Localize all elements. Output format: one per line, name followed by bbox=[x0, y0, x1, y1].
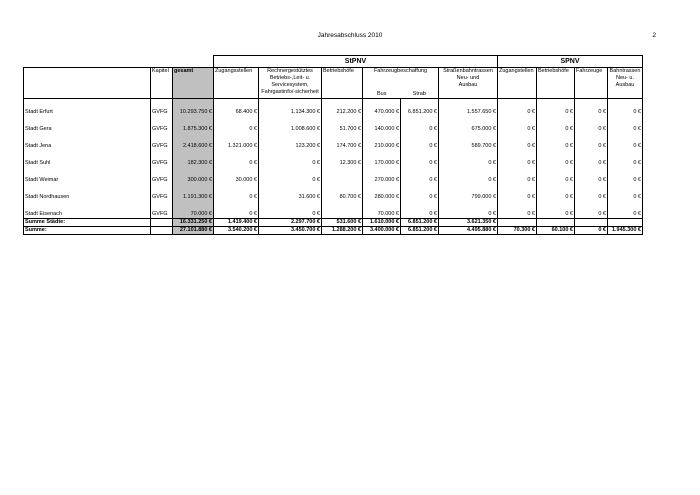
row-spnv-zugang: 0 € bbox=[498, 142, 537, 150]
row-strab: 0 € bbox=[401, 210, 439, 219]
row-rbl: 0 € bbox=[259, 159, 322, 167]
row-spnv-bahntrassen: 0 € bbox=[608, 193, 643, 201]
row-rbl: 0 € bbox=[259, 176, 322, 184]
spacer-cell bbox=[537, 99, 575, 109]
row-strab: 0 € bbox=[401, 125, 439, 133]
spacer-cell bbox=[401, 99, 439, 109]
spnv-col-bahntrassen: Bahntrassen Neu- u. Ausbau bbox=[608, 68, 643, 99]
spacer-cell bbox=[575, 201, 608, 210]
spacer-cell bbox=[151, 167, 173, 176]
table-row bbox=[498, 125, 643, 133]
table-row bbox=[24, 125, 498, 133]
spacer-cell bbox=[322, 116, 363, 125]
row-strab: 0 € bbox=[401, 159, 439, 167]
spacer-cell bbox=[608, 167, 643, 176]
row-bus: 280.000 € bbox=[363, 193, 401, 201]
row-kapitel: GVFG bbox=[151, 176, 173, 184]
spacer-cell bbox=[214, 99, 259, 109]
table-row bbox=[24, 108, 498, 116]
spacer-cell bbox=[24, 201, 151, 210]
row-spnv-betriebshoefe: 0 € bbox=[537, 176, 575, 184]
row-spnv-betriebshoefe: 0 € bbox=[537, 125, 575, 133]
row-spnv-zugang: 0 € bbox=[498, 176, 537, 184]
spnv-table: SPNV Zugangstellen Betriebshöfe Fahrzeuge Bahntrassen Neu- u. Ausbau 0 € 0 € 0 € 0 € 0 € 0 € 0 € 0 € 0 € 0 € 0 € 0 € 0 € 0 € 0 € 0 € 0 € 0 € 0 € 0 € 0 € 0 € 0 € 0 € 0 € 0 € 0 € 0 € 70.300 € 60.100 € 0 € 1.945.300 € bbox=[497, 55, 643, 235]
spacer-cell bbox=[322, 184, 363, 193]
table-row bbox=[498, 159, 643, 167]
row-bus: 270.000 € bbox=[363, 176, 401, 184]
spacer-cell bbox=[608, 133, 643, 142]
spacer-cell bbox=[575, 167, 608, 176]
row-kapitel: GVFG bbox=[151, 125, 173, 133]
spacer-cell bbox=[439, 201, 498, 210]
row-rbl: 1.134.300 € bbox=[259, 108, 322, 116]
spacer-cell bbox=[322, 133, 363, 142]
spacer-cell bbox=[214, 167, 259, 176]
spacer-cell bbox=[575, 99, 608, 109]
row-name: Stadt Suhl bbox=[24, 159, 151, 167]
table-row bbox=[24, 159, 498, 167]
spacer-cell bbox=[173, 201, 214, 210]
row-spnv-fahrzeuge: 0 € bbox=[575, 176, 608, 184]
row-strab: 0 € bbox=[401, 193, 439, 201]
row-kapitel: GVFG bbox=[151, 108, 173, 116]
spacer-cell bbox=[401, 150, 439, 159]
row-name: Stadt Gera bbox=[24, 125, 151, 133]
row-gesamt: 10.293.750 € bbox=[173, 108, 214, 116]
col-fahrzeugbeschaffung: Fahrzeugbeschaffung bbox=[363, 68, 439, 77]
row-betriebshoefe: 80.700 € bbox=[322, 193, 363, 201]
spacer-cell bbox=[498, 150, 537, 159]
row-spnv-zugang: 0 € bbox=[498, 125, 537, 133]
spacer-cell bbox=[214, 150, 259, 159]
spacer-cell bbox=[575, 133, 608, 142]
spacer-cell bbox=[151, 116, 173, 125]
spacer-cell bbox=[259, 99, 322, 109]
summe-label: Summe: bbox=[24, 227, 151, 235]
row-gesamt: 182.300 € bbox=[173, 159, 214, 167]
row-rbl: 123.200 € bbox=[259, 142, 322, 150]
row-spnv-bahntrassen: 0 € bbox=[608, 108, 643, 116]
spacer-cell bbox=[259, 167, 322, 176]
spacer-cell bbox=[24, 133, 151, 142]
row-spnv-fahrzeuge: 0 € bbox=[575, 210, 608, 219]
row-kapitel: GVFG bbox=[151, 142, 173, 150]
spacer-cell bbox=[498, 167, 537, 176]
row-rbl: 0 € bbox=[259, 210, 322, 219]
row-zugang: 0 € bbox=[214, 193, 259, 201]
row-spnv-fahrzeuge: 0 € bbox=[575, 159, 608, 167]
row-name: Stadt Nordhausen bbox=[24, 193, 151, 201]
spacer-cell bbox=[322, 150, 363, 159]
row-zugang: 1.321.000 € bbox=[214, 142, 259, 150]
row-spnv-fahrzeuge: 0 € bbox=[575, 142, 608, 150]
row-spnv-betriebshoefe: 0 € bbox=[537, 159, 575, 167]
row-betriebshoefe bbox=[322, 210, 363, 219]
row-zugang: 0 € bbox=[214, 210, 259, 219]
row-spnv-fahrzeuge: 0 € bbox=[575, 193, 608, 201]
row-bus: 210.000 € bbox=[363, 142, 401, 150]
row-gesamt: 2.418.600 € bbox=[173, 142, 214, 150]
spacer-cell bbox=[259, 133, 322, 142]
spacer-cell bbox=[24, 99, 151, 109]
spacer-cell bbox=[322, 99, 363, 109]
spacer-cell bbox=[498, 116, 537, 125]
spacer-cell bbox=[363, 167, 401, 176]
row-bus: 170.000 € bbox=[363, 159, 401, 167]
spnv-col-fahrzeuge: Fahrzeuge bbox=[575, 68, 608, 99]
row-strab: 6.851.200 € bbox=[401, 108, 439, 116]
row-spnv-betriebshoefe: 0 € bbox=[537, 210, 575, 219]
table-row bbox=[24, 193, 498, 201]
row-name: Stadt Weimar bbox=[24, 176, 151, 184]
summe-staedte-label: Summe Städte: bbox=[24, 219, 151, 227]
spacer-cell bbox=[537, 150, 575, 159]
row-spnv-zugang: 0 € bbox=[498, 159, 537, 167]
row-rbl: 1.008.600 € bbox=[259, 125, 322, 133]
row-gesamt: 70.000 € bbox=[173, 210, 214, 219]
spacer-cell bbox=[575, 116, 608, 125]
spacer-cell bbox=[537, 167, 575, 176]
row-spnv-zugang: 0 € bbox=[498, 193, 537, 201]
row-name: Stadt Erfurt bbox=[24, 108, 151, 116]
row-betriebshoefe: 51.700 € bbox=[322, 125, 363, 133]
spacer-cell bbox=[151, 201, 173, 210]
row-rbl: 31.600 € bbox=[259, 193, 322, 201]
spacer-cell bbox=[537, 133, 575, 142]
table-row bbox=[24, 176, 498, 184]
row-name: Stadt Eisenach bbox=[24, 210, 151, 219]
col-strab: Strab bbox=[412, 91, 426, 97]
spacer-cell bbox=[322, 201, 363, 210]
spacer-cell bbox=[259, 116, 322, 125]
spacer-cell bbox=[151, 184, 173, 193]
row-spnv-bahntrassen: 0 € bbox=[608, 159, 643, 167]
spacer-cell bbox=[498, 184, 537, 193]
table-row bbox=[24, 142, 498, 150]
row-spnv-bahntrassen: 0 € bbox=[608, 176, 643, 184]
spacer-cell bbox=[401, 201, 439, 210]
table-row bbox=[24, 210, 498, 219]
spacer-cell bbox=[173, 99, 214, 109]
row-strassenbahntrassen: 1.557.650 € bbox=[439, 108, 498, 116]
row-gesamt: 300.000 € bbox=[173, 176, 214, 184]
row-zugang: 68.400 € bbox=[214, 108, 259, 116]
row-bus: 140.000 € bbox=[363, 125, 401, 133]
row-strab: 0 € bbox=[401, 142, 439, 150]
row-bus: 70.000 € bbox=[363, 210, 401, 219]
row-spnv-bahntrassen: 0 € bbox=[608, 125, 643, 133]
spacer-cell bbox=[439, 99, 498, 109]
spacer-cell bbox=[259, 201, 322, 210]
row-spnv-zugang: 0 € bbox=[498, 210, 537, 219]
col-gesamt: gesamt bbox=[173, 68, 214, 99]
table-row bbox=[498, 193, 643, 201]
spacer-cell bbox=[173, 167, 214, 176]
spacer-cell bbox=[363, 99, 401, 109]
stpnv-table: StPNV Kapitel gesamt Zugangsstellen Rechnergestütztes Betriebs-,Leit- u. Servicesystem, Fahrgastinfo/-sicherheit Betriebshöfe Fahrzeugbeschaffung Straßenbahntrassen Neu- und Ausbau Bus Strab Stadt Erfurt GVFG 10.293.750 € 68.400 € 1.134.300 € 212.200 € 470.000 € 6.851.200 € 1.557.650 € Stadt Gera GVFG 1.875.300 € 0 € 1.008.600 € 51.700 € 140.000 € 0 € 675.000 € Stadt Jena GVFG 2.418.600 € 1.321.000 € 123.200 € 174.700 € 210.000 € 0 € 589.700 € Stadt Suhl GVFG 182.300 € 0 € 0 € 12.300 € 170.000 € 0 € 0 € Stadt Weimar GVFG 300.000 € 30.000 € 0 € 270.000 € 0 € 0 € Stadt Nordhausen GVFG 1.191.300 € 0 € 31.600 € 80.700 € 280.000 € 0 € 799.000 € Stadt Eisenach GVFG 70.000 € 0 € 0 € 70.000 € 0 € 0 € Summe Städte: 16.331.250 € 1.419.400 € 2.297.700 € 531.600 € 1.610.000 € 6.851.200 € 3.621.350 € Summe: 27.101.880 € 3.540.200 € 3.450.700 € 1.288.200 € 3.400.000 € 6.851.200 € 4.495.880 € bbox=[23, 55, 498, 235]
row-spnv-betriebshoefe: 0 € bbox=[537, 193, 575, 201]
spacer-cell bbox=[259, 184, 322, 193]
spacer-cell bbox=[608, 184, 643, 193]
row-spnv-betriebshoefe: 0 € bbox=[537, 108, 575, 116]
col-betriebshoefe: Betriebshöfe bbox=[322, 68, 363, 99]
spacer-cell bbox=[214, 116, 259, 125]
row-betriebshoefe: 212.200 € bbox=[322, 108, 363, 116]
spnv-col-betriebshoefe: Betriebshöfe bbox=[537, 68, 575, 99]
spacer-cell bbox=[24, 184, 151, 193]
row-spnv-betriebshoefe: 0 € bbox=[537, 142, 575, 150]
row-gesamt: 1.191.300 € bbox=[173, 193, 214, 201]
spacer-cell bbox=[322, 167, 363, 176]
spacer-cell bbox=[537, 184, 575, 193]
spacer-cell bbox=[214, 184, 259, 193]
row-strassenbahntrassen: 589.700 € bbox=[439, 142, 498, 150]
row-spnv-zugang: 0 € bbox=[498, 108, 537, 116]
spacer-cell bbox=[259, 150, 322, 159]
spacer-cell bbox=[537, 116, 575, 125]
spacer-cell bbox=[363, 184, 401, 193]
col-kapitel: Kapitel bbox=[151, 68, 173, 99]
spacer-cell bbox=[173, 116, 214, 125]
row-spnv-fahrzeuge: 0 € bbox=[575, 108, 608, 116]
row-strassenbahntrassen: 0 € bbox=[439, 210, 498, 219]
spacer-cell bbox=[214, 133, 259, 142]
spacer-cell bbox=[401, 116, 439, 125]
spacer-cell bbox=[24, 116, 151, 125]
row-strassenbahntrassen: 799.000 € bbox=[439, 193, 498, 201]
row-zugang: 0 € bbox=[214, 125, 259, 133]
spacer-cell bbox=[401, 184, 439, 193]
table-row bbox=[498, 108, 643, 116]
spacer-cell bbox=[608, 150, 643, 159]
row-zugang: 30.000 € bbox=[214, 176, 259, 184]
spacer-cell bbox=[498, 99, 537, 109]
spacer-cell bbox=[439, 167, 498, 176]
spacer-cell bbox=[151, 99, 173, 109]
row-name: Stadt Jena bbox=[24, 142, 151, 150]
spacer-cell bbox=[151, 133, 173, 142]
col-strassenbahntrassen: Straßenbahntrassen Neu- und Ausbau bbox=[439, 68, 498, 99]
spacer-cell bbox=[214, 201, 259, 210]
spnv-col-zugang: Zugangstellen bbox=[498, 68, 537, 99]
row-spnv-bahntrassen: 0 € bbox=[608, 142, 643, 150]
table-row bbox=[498, 142, 643, 150]
spacer-cell bbox=[608, 99, 643, 109]
spacer-cell bbox=[608, 116, 643, 125]
spacer-cell bbox=[151, 150, 173, 159]
spacer-cell bbox=[363, 116, 401, 125]
page-title: Jahresabschluss 2010 bbox=[317, 32, 383, 39]
spacer-cell bbox=[363, 201, 401, 210]
spnv-section-title: SPNV bbox=[498, 56, 643, 68]
spacer-cell bbox=[498, 201, 537, 210]
spacer-cell bbox=[439, 116, 498, 125]
spacer-cell bbox=[24, 150, 151, 159]
spacer-cell bbox=[498, 133, 537, 142]
row-kapitel: GVFG bbox=[151, 193, 173, 201]
row-spnv-bahntrassen: 0 € bbox=[608, 210, 643, 219]
col-rbl: Rechnergestütztes Betriebs-,Leit- u. Servicesystem, Fahrgastinfo/-sicherheit bbox=[259, 68, 322, 99]
col-zugangsstellen: Zugangsstellen bbox=[214, 68, 259, 99]
row-gesamt: 1.875.300 € bbox=[173, 125, 214, 133]
row-strassenbahntrassen: 0 € bbox=[439, 176, 498, 184]
spacer-cell bbox=[439, 133, 498, 142]
spacer-cell bbox=[173, 133, 214, 142]
row-kapitel: GVFG bbox=[151, 159, 173, 167]
row-zugang: 0 € bbox=[214, 159, 259, 167]
row-strab: 0 € bbox=[401, 176, 439, 184]
row-betriebshoefe bbox=[322, 176, 363, 184]
table-row bbox=[498, 210, 643, 219]
spacer-cell bbox=[439, 150, 498, 159]
spacer-cell bbox=[537, 201, 575, 210]
stpnv-section-title: StPNV bbox=[214, 56, 498, 68]
row-strassenbahntrassen: 675.000 € bbox=[439, 125, 498, 133]
spacer-cell bbox=[439, 184, 498, 193]
row-strassenbahntrassen: 0 € bbox=[439, 159, 498, 167]
spacer-cell bbox=[24, 167, 151, 176]
row-kapitel: GVFG bbox=[151, 210, 173, 219]
row-bus: 470.000 € bbox=[363, 108, 401, 116]
spacer-cell bbox=[363, 150, 401, 159]
spacer-cell bbox=[575, 150, 608, 159]
row-spnv-fahrzeuge: 0 € bbox=[575, 125, 608, 133]
table-row bbox=[498, 176, 643, 184]
spacer-cell bbox=[173, 184, 214, 193]
row-betriebshoefe: 174.700 € bbox=[322, 142, 363, 150]
col-bus: Bus bbox=[363, 76, 401, 99]
spacer-cell bbox=[608, 201, 643, 210]
spacer-cell bbox=[401, 167, 439, 176]
spacer-cell bbox=[575, 184, 608, 193]
row-betriebshoefe: 12.300 € bbox=[322, 159, 363, 167]
spacer-cell bbox=[363, 133, 401, 142]
spacer-cell bbox=[401, 133, 439, 142]
spacer-cell bbox=[173, 150, 214, 159]
page-number: 2 bbox=[652, 32, 656, 39]
